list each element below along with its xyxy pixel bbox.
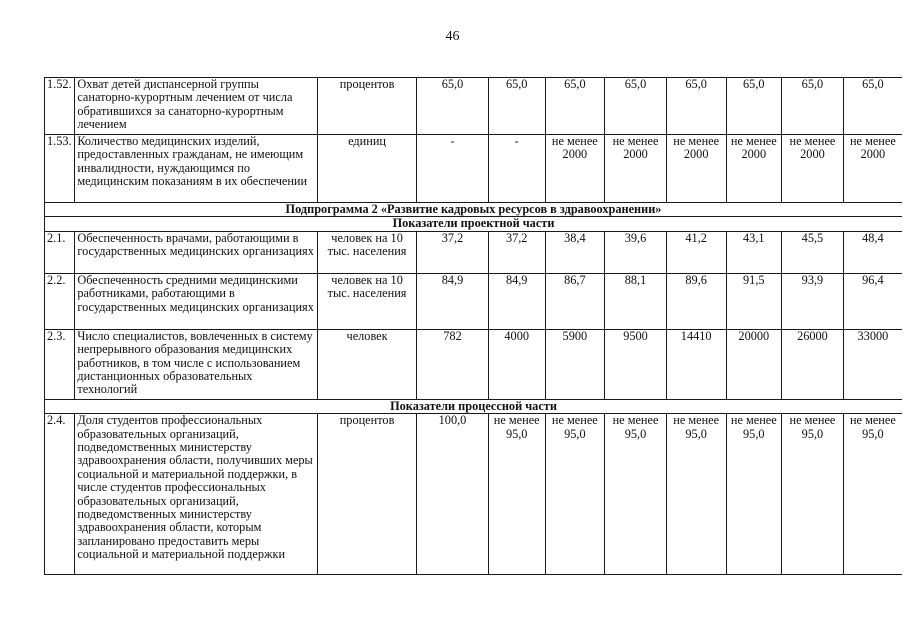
- table-row: [45, 135, 903, 203]
- row-number: 1.52.: [45, 78, 75, 135]
- row-number: 2.4.: [45, 414, 75, 575]
- row-number: 1.53.: [45, 135, 75, 203]
- indicator-name: Обеспеченность врачами, работающими в государственных медицинских организациях: [75, 231, 318, 273]
- value-cell: 93,9: [782, 273, 844, 329]
- indicator-name: Число специалистов, вовлеченных в систему непрерывного образования медицинских работников, в том числе с использованием дистанционных образовательных технологий: [75, 329, 318, 399]
- value-cell: 84,9: [488, 273, 545, 329]
- value-cell: 5900: [545, 329, 605, 399]
- value-cell: 48,4: [843, 231, 902, 273]
- value-cell: не менее 95,0: [488, 414, 545, 575]
- section-title-process: Показатели процессной части: [45, 399, 903, 413]
- value-cell: 782: [417, 329, 489, 399]
- value-cell: 65,0: [417, 78, 489, 135]
- table-row: [45, 78, 903, 135]
- subprogram-row: [45, 203, 903, 217]
- unit-cell: человек на 10 тыс. населения: [318, 231, 417, 273]
- section-row: [45, 217, 903, 231]
- value-cell: 65,0: [605, 78, 667, 135]
- value-cell: 89,6: [666, 273, 726, 329]
- value-cell: 88,1: [605, 273, 667, 329]
- value-cell: не менее 2000: [726, 135, 782, 203]
- value-cell: 65,0: [666, 78, 726, 135]
- indicator-name: Количество медицинских изделий, предоставленных гражданам, не имеющим инвалидности, нуждающимся по медицинским показаниям в их обеспечении: [75, 135, 318, 203]
- table-row: [45, 231, 903, 273]
- value-cell: 39,6: [605, 231, 667, 273]
- table-row: [45, 273, 903, 329]
- unit-cell: процентов: [318, 414, 417, 575]
- indicators-table: [44, 77, 902, 575]
- unit-cell: единиц: [318, 135, 417, 203]
- value-cell: 37,2: [488, 231, 545, 273]
- value-cell: 43,1: [726, 231, 782, 273]
- section-title-project: Показатели проектной части: [45, 217, 903, 231]
- value-cell: 65,0: [488, 78, 545, 135]
- page-number: 46: [445, 29, 460, 44]
- value-cell: -: [488, 135, 545, 203]
- row-number: 2.1.: [45, 231, 75, 273]
- table-row: [45, 414, 903, 575]
- value-cell: 41,2: [666, 231, 726, 273]
- table-row: [45, 329, 903, 399]
- value-cell: 65,0: [843, 78, 902, 135]
- value-cell: 65,0: [782, 78, 844, 135]
- value-cell: 86,7: [545, 273, 605, 329]
- indicator-name: Охват детей диспансерной группы санаторно-курортным лечением от числа обратившихся за санаторно-курортным лечением: [75, 78, 318, 135]
- value-cell: 33000: [843, 329, 902, 399]
- value-cell: 14410: [666, 329, 726, 399]
- value-cell: не менее 95,0: [545, 414, 605, 575]
- row-number: 2.2.: [45, 273, 75, 329]
- value-cell: 45,5: [782, 231, 844, 273]
- value-cell: 9500: [605, 329, 667, 399]
- unit-cell: процентов: [318, 78, 417, 135]
- value-cell: не менее 95,0: [605, 414, 667, 575]
- value-cell: не менее 95,0: [843, 414, 902, 575]
- value-cell: не менее 95,0: [782, 414, 844, 575]
- value-cell: не менее 2000: [545, 135, 605, 203]
- value-cell: 91,5: [726, 273, 782, 329]
- unit-cell: человек на 10 тыс. населения: [318, 273, 417, 329]
- value-cell: 38,4: [545, 231, 605, 273]
- row-number: 2.3.: [45, 329, 75, 399]
- indicator-name: Обеспеченность средними медицинскими работниками, работающими в государственных медицинских организациях: [75, 273, 318, 329]
- value-cell: 37,2: [417, 231, 489, 273]
- value-cell: 26000: [782, 329, 844, 399]
- value-cell: не менее 2000: [843, 135, 902, 203]
- value-cell: -: [417, 135, 489, 203]
- value-cell: не менее 95,0: [726, 414, 782, 575]
- value-cell: не менее 2000: [605, 135, 667, 203]
- value-cell: 4000: [488, 329, 545, 399]
- value-cell: не менее 2000: [782, 135, 844, 203]
- value-cell: 65,0: [726, 78, 782, 135]
- value-cell: 20000: [726, 329, 782, 399]
- value-cell: не менее 95,0: [666, 414, 726, 575]
- value-cell: 84,9: [417, 273, 489, 329]
- unit-cell: человек: [318, 329, 417, 399]
- indicator-name: Доля студентов профессиональных образовательных организаций, подведомственных министерству здравоохранения области, получивших меры социальной и материальной поддержки, в числе студентов профессиональных образовательных организаций, подведомственных министерству здравоохранения области, которым запланировано предоставить меры социальной и материальной поддержки: [75, 414, 318, 575]
- value-cell: не менее 2000: [666, 135, 726, 203]
- value-cell: 65,0: [545, 78, 605, 135]
- section-row: [45, 399, 903, 413]
- value-cell: 96,4: [843, 273, 902, 329]
- value-cell: 100,0: [417, 414, 489, 575]
- subprogram-title: Подпрограмма 2 «Развитие кадровых ресурсов в здравоохранении»: [45, 203, 903, 217]
